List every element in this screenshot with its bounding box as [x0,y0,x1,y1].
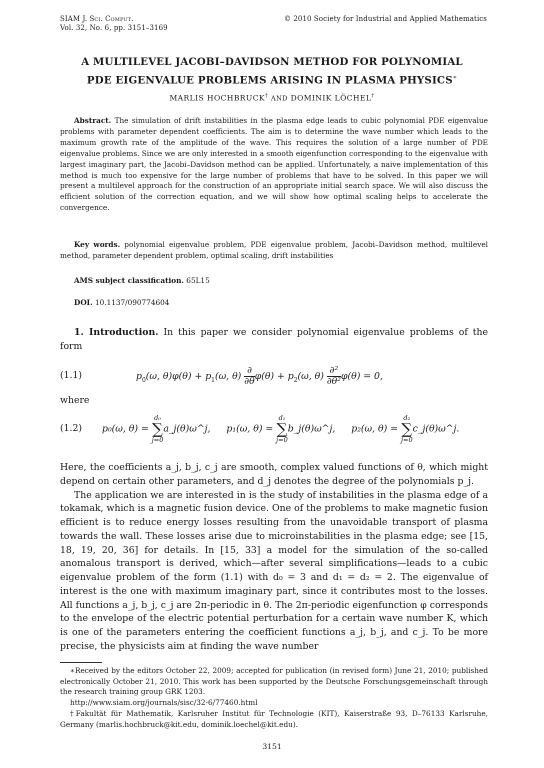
fraction-d-dtheta: $\frac{\partial}{\partial\theta}$ [244,365,255,387]
paragraph-coefficients: Here, the coefficients a_j, b_j, c_j are smooth, complex valued functions of θ, which might depend on certain other parameters, and d_j denotes the degree of the polynomials p_j. [60,462,488,487]
title-line-2: PDE EIGENVALUE PROBLEMS ARISING IN PLASMA PHYSICS∗ [86,74,458,87]
ams-value: 65L15 [186,276,210,285]
intro-text: In this paper we consider polynomial eigenvalue problems of the form [60,327,488,352]
title-footnote-marker: ∗ [452,74,458,81]
fraction-d2-dtheta2: $\frac{\text{∂²}}{\text{∂θ²}}$ [326,365,341,387]
author-list [40,93,504,103]
sum-symbol: d₂ ∑ j=0 [400,414,413,444]
where-text: where [60,395,90,406]
journal-url-link[interactable]: http://www.siam.org/journals/sisc/32-6/77460.html [70,698,258,708]
paragraph-application: The application we are interested in is the study of instabilities in the plasma edge of a tokamak, which is a magnetic fusion device. One of the problems to make magnetic fusion efficient is to reduce energy losses resulting from the unavoidable transport of plasma towards the wall. These losses arise due to microinstabilities in the plasma edge; see [15, 18, 19, 20, 36] for details. In [15, 33] a model for the simulation of the so-called anomalous transport is derived, which—after several simplifications—leads to a cubic eigenvalue problem of the form (1.1) with d₀ = 3 and d₁ = d₂ = 2. The eigenvalue of interest is the one with maximum imaginary part, since it contributes most to the losses. All functions a_j, b_j, c_j are 2π-periodic in θ. The 2π-periodic eigenfunction φ corresponds to the envelope of the electric potential perturbation for a certain wave number K, which is one of the parameters entering the coefficient functions a_j, b_j, and c_j. To be more precise, the physicists aim at finding the wave number [60,489,488,652]
author-2-marker: † [371,93,375,99]
sum-symbol: d₀ ∑ j=0 [151,414,164,444]
introduction-paragraph [60,326,488,353]
journal-volume: Vol. 32, No. 6, pp. 3151–3169 [60,24,168,32]
abstract-text: The simulation of drift instabilities in the plasma edge leads to cubic polynomial PDE eigenvalue problems with parameter dependent coefficients. The aim is to determine the wave number which leads to the maximum growth rate of the amplitude of the wave. This requires the solution of a large number of PDE eigenvalue problems. Since we are only interested in a smooth eigenfunction corresponding to the eigenvalue with largest imaginary part, the Jacobi–Davidson method can be applied. Unfortunately, a naive implementation of this method is much too expensive for the large number of problems that have to be solved. In this paper we will present a multilevel approach for the construction of an appropriate initial search space. We will also discuss the efficient solution of the correction equation, and we will show how optimal scaling helps to accelerate the convergence. [60,116,488,213]
footnotes [60,666,488,730]
equation-number: (1.1) [60,370,83,381]
footnote-divider [60,662,102,663]
section-heading: 1. Introduction. [74,327,159,338]
abstract [60,116,488,214]
journal-header [60,15,168,33]
author-conjunction: AND [270,94,288,103]
doi-label: DOI. [74,298,93,307]
journal-name: SIAM J. Sci. Comput. [60,15,134,23]
title-line-1: A MULTILEVEL JACOBI–DAVIDSON METHOD FOR POLYNOMIAL [81,56,463,68]
keywords [60,240,488,262]
equation-body: p₀(ω, θ) = d₀ ∑ j=0 a_j(θ)ω^j, p₁(ω, θ) = d₁ ∑ j=0 b_j(θ)ω^j, p₂(ω, θ) = d₂ ∑ j=0 c_j(θ)ω^j. [102,414,460,444]
equation-body: $p_0(\omega$, $\theta)\varphi(\theta) + p_1(\omega$, θ) $\frac{\partial}{\partial\theta}$ $\varphi(\theta) + p_2(\omega$, θ) $\frac{\text{∂²}}{\text{∂θ²}}$ φ(θ) = 0, [136,365,383,387]
ams-classification [60,276,210,285]
doi-value: 10.1137/090774604 [94,298,170,307]
abstract-label: Abstract. [74,116,112,125]
author-1: MARLIS HOCHBRUCK [169,93,265,103]
footnote-affiliation: †Fakultät für Mathematik, Karlsruher Institut für Technologie (KIT), Kaiserstraße 93, D–76133 Karlsruhe, Germany (marlis.hochbruck@kit.edu, dominik.loechel@kit.edu). [60,708,488,729]
ams-label: AMS subject classification. [74,276,184,285]
body-text [60,461,488,654]
author-2: DOMINIK LÖCHEL [290,93,372,103]
copyright-text: 2010 Society for Industrial and Applied Mathematics [293,15,487,23]
keywords-label: Key words. [74,240,121,249]
paper-title [40,55,504,88]
footnote-received: ∗Received by the editors October 22, 2009; accepted for publication (in revised form) June 21, 2010; published electronically October 21, 2010. This work has been supported by the Deutsche Forschungsgemeinschaft through the research training group GRK 1203. [60,666,488,697]
keywords-text: polynomial eigenvalue problem, PDE eigenvalue problem, Jacobi–Davidson method, multilevel method, parameter dependent problem, optimal scaling, drift instabilities [60,240,488,260]
copyright-icon: © [283,15,292,23]
sum-symbol: d₁ ∑ j=0 [276,414,288,444]
equation-1-2 [60,414,488,444]
equation-number: (1.2) [60,423,83,434]
equation-1-1 [60,366,488,388]
author-1-marker: † [265,93,269,99]
copyright-header [284,15,487,24]
doi [60,298,169,307]
page-number: 3151 [262,742,282,751]
